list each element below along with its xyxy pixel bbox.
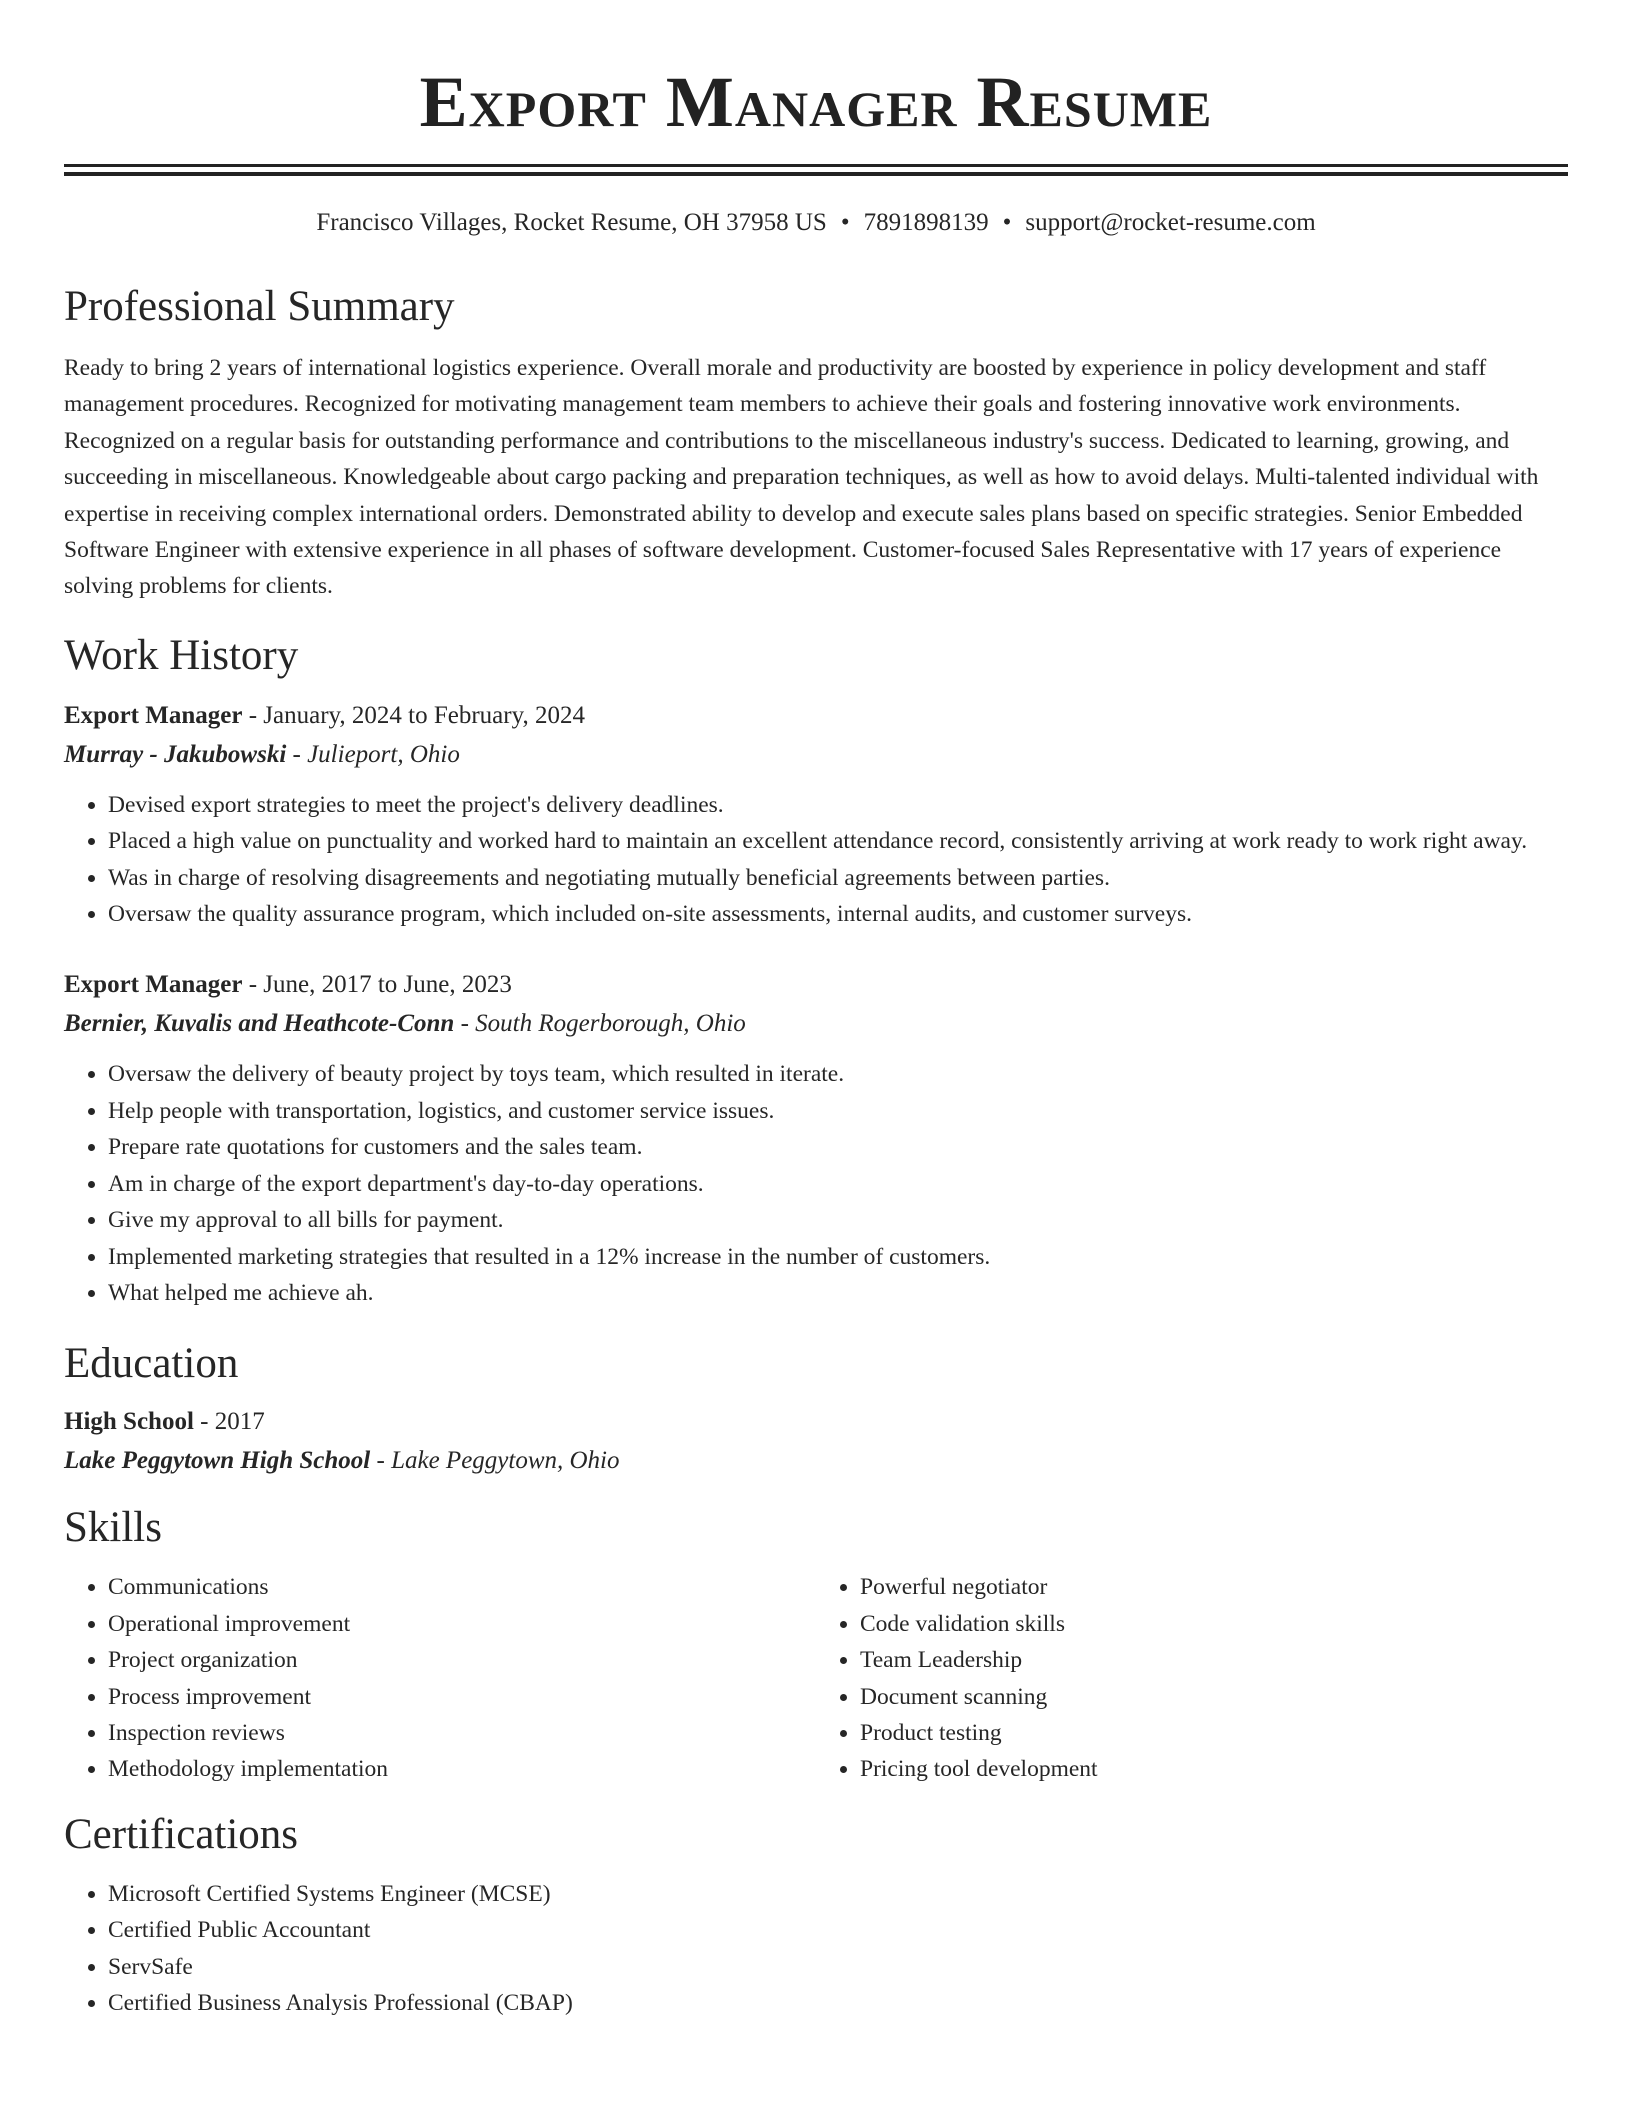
- skills-heading: Skills: [64, 1504, 162, 1552]
- skill-item: • Team Leadership: [860, 1642, 1568, 1678]
- education-entry: [64, 1403, 1568, 1481]
- education-school: Lake Peggytown High School: [64, 1447, 371, 1475]
- resume-title: Export Manager Resume: [419, 62, 1213, 142]
- education-degree-line: [64, 1403, 1568, 1441]
- contact-line: [64, 206, 1568, 240]
- certifications-section: [64, 1808, 1568, 2022]
- contact-address: Francisco Villages, Rocket Resume, OH 37958 US: [316, 209, 827, 236]
- job-bullet: • Am in charge of the export department's day-to-day operations.: [108, 1166, 1568, 1202]
- skills-section: [64, 1501, 1568, 1787]
- skill-item: • Code validation skills: [860, 1606, 1568, 1642]
- skill-item: • Communications: [108, 1569, 816, 1605]
- education-heading: Education: [64, 1340, 239, 1388]
- skills-left-column: [64, 1569, 816, 1787]
- job-location: - South Rogerborough, Ohio: [454, 1010, 746, 1038]
- education-year: - 2017: [193, 1408, 265, 1436]
- contact-email: support@rocket-resume.com: [1025, 209, 1316, 236]
- title-rule-bottom: [64, 172, 1568, 176]
- job-bullet: • Help people with transportation, logistics, and customer service issues.: [108, 1093, 1568, 1129]
- job-bullet: • Implemented marketing strategies that resulted in a 12% increase in the number of customers.: [108, 1239, 1568, 1275]
- certifications-heading: Certifications: [64, 1810, 299, 1858]
- skills-right-column: [816, 1569, 1568, 1787]
- contact-separator: •: [1002, 209, 1012, 236]
- job-bullets: [64, 1056, 1568, 1311]
- job-bullet: • Oversaw the quality assurance program, which included on-site assessments, internal audits, and customer surveys.: [108, 896, 1568, 932]
- certification-item: • ServSafe: [108, 1949, 1568, 1985]
- job-bullet: • Oversaw the delivery of beauty project by toys team, which resulted in iterate.: [108, 1056, 1568, 1092]
- title-rule-top: [64, 164, 1568, 167]
- job-company-line: [64, 735, 1568, 775]
- job-entry: [64, 697, 1568, 933]
- job-title-line: [64, 966, 1568, 1004]
- summary-section: [64, 280, 1568, 605]
- skill-item: • Methodology implementation: [108, 1751, 816, 1787]
- summary-heading: Professional Summary: [64, 283, 455, 330]
- job-title: Export Manager: [64, 701, 243, 729]
- summary-text: Ready to bring 2 years of international logistics experience. Overall morale and productivity are boosted by experience in policy development and staff management procedures. Recognized for motivating management team members to achieve their goals and fostering innovative work environments. Recognized on a regular basis for outstanding performance and contributions to the miscellaneous industry's success. Dedicated to learning, growing, and succeeding in miscellaneous. Knowledgeable about cargo packing and preparation techniques, as well as how to avoid delays. Multi-talented individual with expertise in receiving complex international orders. Demonstrated ability to develop and execute sales plans based on specific strategies. Senior Embedded Software Engineer with extensive experience in all phases of software development. Customer-focused Sales Representative with 17 years of experience solving problems for clients.: [64, 355, 1539, 600]
- certification-item: • Certified Business Analysis Professional (CBAP): [108, 1985, 1568, 2021]
- skill-item: • Project organization: [108, 1642, 816, 1678]
- job-bullet: • What helped me achieve ah.: [108, 1275, 1568, 1311]
- job-company: Bernier, Kuvalis and Heathcote-Conn: [64, 1010, 455, 1038]
- job-company-line: [64, 1004, 1568, 1044]
- job-title: Export Manager: [64, 971, 243, 999]
- education-section: [64, 1337, 1568, 1481]
- skills-columns: [64, 1569, 1568, 1787]
- education-location: - Lake Peggytown, Ohio: [370, 1447, 620, 1475]
- job-entry: [64, 966, 1568, 1311]
- skill-item: • Operational improvement: [108, 1606, 816, 1642]
- job-location: - Julieport, Ohio: [286, 740, 460, 768]
- job-title-line: [64, 697, 1568, 735]
- skill-item: • Pricing tool development: [860, 1751, 1568, 1787]
- certifications-list: [64, 1876, 1568, 2022]
- job-company: Murray - Jakubowski: [64, 740, 287, 768]
- contact-phone: 7891898139: [863, 209, 989, 236]
- job-bullet: • Devised export strategies to meet the project's delivery deadlines.: [108, 787, 1568, 823]
- certification-item: • Microsoft Certified Systems Engineer (MCSE): [108, 1876, 1568, 1912]
- job-bullet: • Give my approval to all bills for payment.: [108, 1202, 1568, 1238]
- skill-item: • Powerful negotiator: [860, 1569, 1568, 1605]
- job-dates: - January, 2024 to February, 2024: [242, 701, 585, 729]
- certification-item: • Certified Public Accountant: [108, 1912, 1568, 1948]
- job-bullet: • Prepare rate quotations for customers and the sales team.: [108, 1129, 1568, 1165]
- resume-page: [64, 0, 1568, 2021]
- work-history-section: [64, 629, 1568, 1311]
- education-degree: High School: [64, 1408, 194, 1436]
- work-history-heading: Work History: [64, 631, 299, 679]
- job-bullet: • Was in charge of resolving disagreements and negotiating mutually beneficial agreements between parties.: [108, 860, 1568, 896]
- skill-item: • Document scanning: [860, 1679, 1568, 1715]
- skill-item: • Inspection reviews: [108, 1715, 816, 1751]
- skill-item: • Process improvement: [108, 1679, 816, 1715]
- job-bullets: [64, 787, 1568, 933]
- education-school-line: [64, 1441, 1568, 1481]
- job-dates: - June, 2017 to June, 2023: [242, 971, 512, 999]
- skill-item: • Product testing: [860, 1715, 1568, 1751]
- contact-separator: •: [840, 209, 850, 236]
- job-bullet: • Placed a high value on punctuality and worked hard to maintain an excellent attendance record, consistently arriving at work ready to work right away.: [108, 823, 1568, 859]
